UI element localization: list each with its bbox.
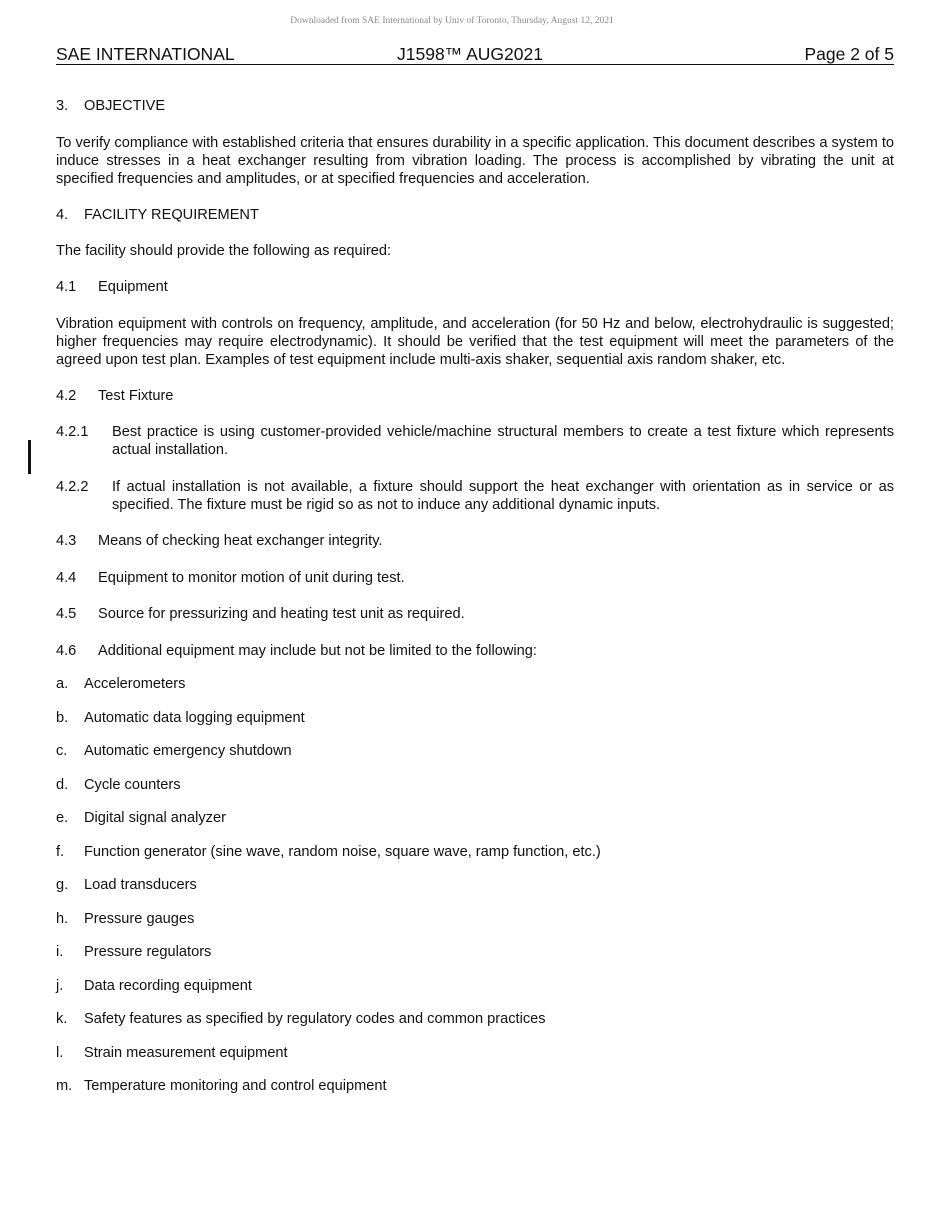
list-item-text: Load transducers bbox=[84, 877, 197, 893]
section-number: 4.6 bbox=[56, 643, 77, 659]
list-item-text: Safety features as specified by regulatory codes and common practices bbox=[84, 1011, 546, 1027]
section-number: 4.3 bbox=[56, 533, 77, 549]
section-title: Test Fixture bbox=[98, 388, 174, 404]
document-number: J1598™ AUG2021 bbox=[397, 44, 543, 64]
list-item bbox=[56, 977, 894, 995]
list-item-letter: k. bbox=[56, 1011, 68, 1027]
facility-intro-paragraph: The facility should provide the following as required: bbox=[56, 243, 392, 259]
section-heading-equipment bbox=[56, 278, 894, 296]
download-notice: Downloaded from SAE International by Univ of Toronto, Thursday, August 12, 2021 bbox=[290, 16, 614, 26]
list-item bbox=[56, 1010, 894, 1028]
list-item bbox=[56, 943, 894, 961]
list-item bbox=[56, 742, 894, 760]
list-item-letter: d. bbox=[56, 776, 69, 793]
list-item-text: Function generator (sine wave, random noise, square wave, ramp function, etc.) bbox=[84, 843, 601, 860]
list-item bbox=[56, 675, 894, 693]
section-number: 4.4 bbox=[56, 570, 77, 586]
list-item-text: Automatic emergency shutdown bbox=[84, 743, 292, 759]
list-item bbox=[56, 776, 894, 794]
list-item-letter: b. bbox=[56, 709, 69, 726]
section-number: 4.2 bbox=[56, 388, 77, 404]
list-item bbox=[56, 876, 894, 894]
section-title: Equipment to monitor motion of unit during test. bbox=[98, 570, 405, 586]
subsection-4-2-1 bbox=[56, 423, 894, 459]
list-item-text: Automatic data logging equipment bbox=[84, 709, 305, 726]
list-item bbox=[56, 843, 894, 861]
additional-equipment-list bbox=[56, 675, 894, 1095]
section-title: OBJECTIVE bbox=[84, 98, 166, 114]
section-heading-objective bbox=[56, 97, 894, 115]
list-item-text: Strain measurement equipment bbox=[84, 1044, 288, 1061]
list-item-text: Pressure gauges bbox=[84, 910, 195, 927]
list-item-text: Cycle counters bbox=[84, 776, 181, 793]
list-item-letter: a. bbox=[56, 676, 69, 692]
list-item-text: Accelerometers bbox=[84, 676, 186, 692]
subsection-text: Best practice is using customer-provided vehicle/machine structural members to create a test fixture which represents actual installation. bbox=[112, 424, 894, 458]
list-item bbox=[56, 709, 894, 727]
list-item bbox=[56, 1044, 894, 1062]
list-item-letter: l. bbox=[56, 1044, 64, 1061]
list-item bbox=[56, 809, 894, 827]
equipment-paragraph: Vibration equipment with controls on frequency, amplitude, and acceleration (for 50 Hz and below, electrohydraulic is suggested; higher frequencies may require electrodynamic). It should be verified that the test equipment will meet the parameters of the agreed upon test plan. Examples of test equipment include multi-axis shaker, sequential axis random shaker, etc. bbox=[56, 316, 894, 368]
list-item-letter: f. bbox=[56, 843, 65, 860]
section-heading-test-fixture bbox=[56, 387, 894, 405]
subsection-number: 4.2.2 bbox=[56, 479, 89, 495]
section-title: Additional equipment may include but not be limited to the following: bbox=[98, 643, 537, 659]
list-item-letter: g. bbox=[56, 877, 69, 893]
list-item bbox=[56, 910, 894, 928]
section-heading-4-6 bbox=[56, 642, 894, 660]
section-title: FACILITY REQUIREMENT bbox=[84, 207, 259, 223]
document-body bbox=[56, 97, 894, 1095]
section-title: Equipment bbox=[98, 279, 168, 295]
page-header bbox=[56, 44, 894, 65]
page-number: Page 2 of 5 bbox=[804, 44, 894, 64]
list-item-letter: h. bbox=[56, 910, 69, 927]
section-title: Means of checking heat exchanger integrity. bbox=[98, 533, 383, 549]
section-heading-4-4 bbox=[56, 569, 894, 587]
section-number: 4. bbox=[56, 207, 69, 223]
section-heading-4-5 bbox=[56, 605, 894, 623]
subsection-4-2-2 bbox=[56, 478, 894, 514]
publisher-name: SAE INTERNATIONAL bbox=[56, 44, 235, 64]
list-item-letter: i. bbox=[56, 944, 64, 960]
list-item-text: Digital signal analyzer bbox=[84, 810, 226, 826]
subsection-number: 4.2.1 bbox=[56, 424, 89, 440]
section-number: 4.5 bbox=[56, 606, 77, 622]
list-item bbox=[56, 1077, 894, 1095]
list-item-text: Data recording equipment bbox=[84, 977, 252, 994]
list-item-text: Temperature monitoring and control equipment bbox=[84, 1078, 387, 1094]
list-item-letter: j. bbox=[56, 977, 64, 994]
list-item-letter: e. bbox=[56, 810, 69, 826]
section-title: Source for pressurizing and heating test unit as required. bbox=[98, 606, 465, 622]
section-number: 4.1 bbox=[56, 279, 77, 295]
list-item-letter: c. bbox=[56, 743, 68, 759]
objective-paragraph: To verify compliance with established criteria that ensures durability in a specific application. This document describes a system to induce stresses in a heat exchanger resulting from vibration loading. The process is accomplished by vibrating the unit at specified frequencies and amplitudes, or at specified frequencies and acceleration. bbox=[56, 135, 894, 187]
list-item-text: Pressure regulators bbox=[84, 944, 212, 960]
revision-change-bar bbox=[28, 440, 31, 474]
list-item-letter: m. bbox=[56, 1078, 73, 1094]
section-number: 3. bbox=[56, 98, 69, 114]
section-heading-4-3 bbox=[56, 532, 894, 550]
subsection-text: If actual installation is not available, a fixture should support the heat exchanger with orientation as in service or as specified. The fixture must be rigid so as not to induce any additional dynamic inputs. bbox=[112, 479, 894, 513]
section-heading-facility bbox=[56, 206, 894, 224]
